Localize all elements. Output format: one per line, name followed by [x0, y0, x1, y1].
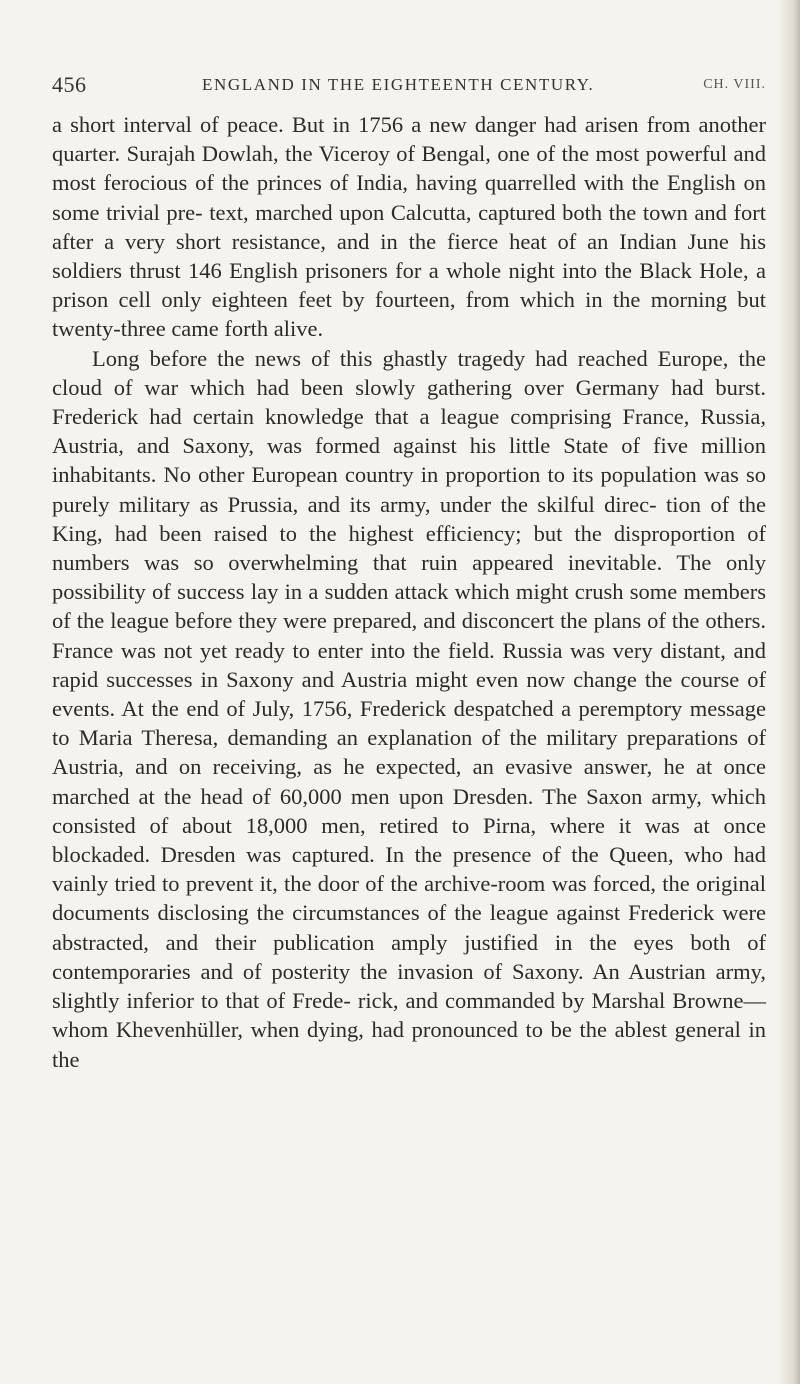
body-text	[52, 110, 766, 1074]
paragraph-continuation: a short interval of peace. But in 1756 a new danger had arisen from another quarter. Surajah Dowlah, the Viceroy of Bengal, one of the most powerful and most ferocious of the princes of India, having quarrelled with the English on some trivial pre- text, marched upon Calcutta, captured both the town and fort after a very short resistance, and in the fierce heat of an Indian June his soldiers thrust 146 English prisoners for a whole night into the Black Hole, a prison cell only eighteen feet by fourteen, from which in the morning but twenty-three came forth alive.	[52, 112, 766, 342]
page-number: 456	[52, 72, 87, 97]
page-edge-shadow	[778, 0, 800, 1384]
paragraph-seven-years-war: Long before the news of this ghastly tragedy had reached Europe, the cloud of war which had been slowly gathering over Germany had burst. Frederick had certain knowledge that a league comprising France, Russia, Austria, and Saxony, was formed against his little State of five million inhabitants. No other European country in proportion to its population was so purely military as Prussia, and its army, under the skilful direc- tion of the King, had been raised to the highest efficiency; but the disproportion of numbers was so overwhelming that ruin appeared inevitable. The only possibility of success lay in a sudden attack which might crush some members of the league before they were prepared, and disconcert the plans of the others. France was not yet ready to enter into the field. Russia was very distant, and rapid successes in Saxony and Austria might even now change the course of events. At the end of July, 1756, Frederick despatched a peremptory message to Maria Theresa, demanding an explanation of the military preparations of Austria, and on receiving, as he expected, an evasive answer, he at once marched at the head of 60,000 men upon Dresden. The Saxon army, which consisted of about 18,000 men, retired to Pirna, where it was at once blockaded. Dresden was captured. In the presence of the Queen, who had vainly tried to prevent it, the door of the archive-room was forced, the original documents disclosing the circumstances of the league against Frederick were abstracted, and their publication amply justified in the eyes both of contemporaries and of posterity the invasion of Saxony. An Austrian army, slightly inferior to that of Frede- rick, and commanded by Marshal Browne—whom Khevenhüller, when dying, had pronounced to be the ablest general in the	[52, 345, 766, 1072]
running-title: ENGLAND IN THE EIGHTEENTH CENTURY.	[202, 75, 595, 94]
chapter-mark: CH. VIII.	[703, 77, 766, 92]
running-header	[52, 72, 766, 102]
